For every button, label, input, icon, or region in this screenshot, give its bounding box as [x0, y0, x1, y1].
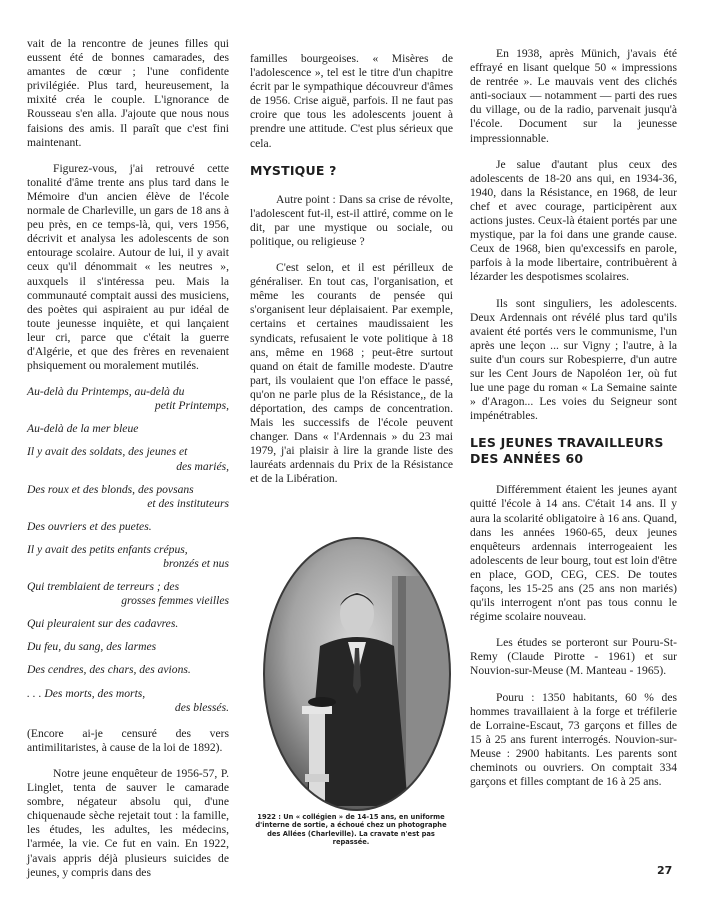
section-heading-mystique: MYSTIQUE ? — [250, 162, 337, 178]
poem — [27, 385, 229, 715]
page-number: 27 — [657, 864, 673, 877]
poem-line-text: Des roux et des blonds, des povsans — [27, 482, 194, 496]
poem-line-continuation: des blessés. — [174, 700, 229, 714]
poem-line-text: Il y avait des soldats, des jeunes et — [27, 445, 188, 459]
poem-line — [27, 640, 229, 654]
paragraph: Différemment étaient les jeunes ayant quitté l'école à 14 ans. C'était 14 ans. Il y aura la scolarité obligatoire à 16 ans. Quand, dans les années 1960-65, deux jeunes enquêteurs ardennais interrogeaient les adolescents de leur bourg, tout est loin d'être en place, GOD, CEG, CES. De toutes façons, les 15-25 ans (25 ans non mariés) qu'ils interrogent n'ont pas tous connu le régime scolaire nouveau. — [470, 483, 678, 624]
column-middle — [250, 52, 453, 499]
poem-line-text: Il y avait des petits enfants crépus, — [27, 542, 188, 556]
paragraph: Les études se porteront sur Pouru-St-Remy (Claude Pirotte - 1961) et sur Nouvion-sur-Meuse (M. Manteau - 1965). — [470, 636, 677, 678]
poem-line — [27, 445, 229, 473]
paragraph: En 1938, après Münich, j'avais été effrayé en lisant quelque 50 « impressions de rentrée ». Le mauvais vent des clichés anti-sociaux — notamment — parti des rues du village, ou de la radio, parvenait jusqu'à l'école. Document sur la jeunesse impressionnable. — [470, 47, 677, 145]
poem-line-text: Des ouvriers et des puetes. — [27, 519, 152, 533]
poem-line — [27, 483, 229, 511]
poem-line-text: Des cendres, des chars, des avions. — [27, 663, 191, 677]
paragraph: Figurez-vous, j'ai retrouvé cette tonalité d'âme trente ans plus tard dans le Mémoire d'un ancien élève de l'école normale de Charleville, un gars de 18 ans à peu près, en ce temps-là, qui, vers 1956, décrivit et analysa les adolescents de son entourage scolaire. Autour de lui, il y avait ceux qu'il dénommait « les neutres », auxquels il s'intéressa peu. Mais la communauté comptait aussi des musiciens, des poètes qui aspiraient au pur idéal de toute jeunesse inquiète, et qui lançaient leur cri, parce que c'était la guerre d'Algérie, et que des frères en revenaient phsiquement ou moralement mutilés. — [27, 161, 229, 373]
poem-line — [27, 687, 229, 715]
paragraph: C'est selon, et il est périlleux de généraliser. En tout cas, l'organisation, et même les courants de pensée qui s'organisent leur déplaisaient. Par exemple, certains et certaines maudissaient les syndicats, refusaient le vote politique à 18 ans, même en 1968 ; peut-être surtout quand on était de famille modeste. D'autre part, ils voulaient que l'on efface le passé, qu'on ne parle plus de la Résistance,, de la déportation, des camps de concentration. Mais les successifs de l'école peuvent changer. Dans « l'Ardennais » du 23 mai 1979, j'ai plaisir à lire la grande liste des lauréats ardennais du Prix de la Résistance et de la Libération. — [250, 261, 453, 486]
poem-line-text: Du feu, du sang, des larmes — [27, 640, 157, 654]
poem-line — [27, 385, 229, 413]
poem-line — [27, 663, 229, 677]
poem-line — [27, 617, 229, 631]
paragraph: vait de la rencontre de jeunes filles qui eussent été de bonnes camarades, des amantes de cœur ; l'une confidente privilégiée. Plus tard, heureusement, la mixité créa le couple. L'ignorance de Rousseau s'en alla. J'ajoute que nous nous faisions des amis. Il paraît que c'est fini maintenant. — [27, 37, 229, 149]
poem-line-text: Au-delà de la mer bleue — [27, 422, 139, 436]
poem-line-continuation: et des instituteurs — [147, 496, 229, 510]
poem-line — [27, 543, 229, 571]
poem-line-continuation: des mariés, — [176, 459, 229, 473]
paragraph: Ils sont singuliers, les adolescents. Deux Ardennais ont révélé plus tard qu'ils avaient été portés vers le communisme, l'un après une leçon ... sur Vigny ; l'autre, à la suite d'un cours sur Robespierre, d'un autre sur les Cent Jours de Napoléon 1er, où fut lue une page du roman « La Semaine sainte » d'Aragon... Les voies du Seigneur sont impénétrables. — [470, 296, 677, 423]
section-heading-jeunes-travailleurs: LES JEUNES TRAVAILLEURS DES ANNÉES 60 — [470, 435, 664, 467]
poem-line-text: Au-delà du Printemps, au-delà du — [27, 385, 185, 399]
poem-line-text: Qui pleuraient sur des cadavres. — [27, 617, 179, 631]
poem-line-text: . . . Des morts, des morts, — [27, 686, 146, 700]
poem-line-continuation: grosses femmes vieilles — [121, 594, 229, 608]
portrait-photo — [262, 536, 452, 812]
poem-line — [27, 520, 229, 534]
paragraph: (Encore ai-je censuré des vers antimilitaristes, à cause de la loi de 1892). — [27, 726, 229, 754]
column-left — [27, 37, 229, 892]
paragraph: Autre point : Dans sa crise de révolte, l'adolescent fut-il, est-il attiré, comme on le dit, par une mystique ou sociale, ou politique, ou religieuse ? — [250, 192, 453, 248]
poem-line — [27, 580, 229, 608]
paragraph: Je salue d'autant plus ceux des adolescents de 18-20 ans qui, en 1934-36, 1940, dans la Résistance, en 1968, de leur chef et avec courage, participèrent aux actions justes. Ceux-là étaient portés par une mystique, par la foi dans une grande cause. Ceux de 1968, bien qu'excessifs en parole, parfois à la mode libertaire, contribuèrent à lézarder les despotismes scolaires. — [470, 157, 678, 284]
poem-line-continuation: petit Printemps, — [154, 399, 229, 413]
paragraph: Notre jeune enquêteur de 1956-57, P. Linglet, tenta de sauver le camarade sombre, négateur absolu qui, d'une chiquenaude sèche rejetait tout : la famille, les études, les adultes, les médecins, l'armée, la vie. Ce fut en vain. En 1922, j'avais appris déjà plusieurs suicides de jeunes, y compris dans des — [27, 766, 229, 879]
photo-caption: 1922 : Un « collégien » de 14-15 ans, en uniforme d'interne de sortie, a échoué chez un photographe des Allées (Charleville). La cravate n'est pas repassée. — [255, 813, 447, 847]
poem-line-text: Qui tremblaient de terreurs ; des — [27, 580, 180, 594]
poem-line — [27, 422, 229, 436]
paragraph: familles bourgeoises. « Misères de l'adolescence », tel est le titre d'un chapitre écrit par le sympathique découvreur d'âmes de 1956. Crise aiguë, parfois. Il ne faut pas croire que tous les adolescents jouent à prendre une attitude. C'est plus sérieux que cela. — [250, 52, 453, 150]
column-right — [470, 47, 677, 801]
paragraph: Pouru : 1350 habitants, 60 % des hommes travaillaient à la forge et tréfilerie de Lorraine-Escaut, 73 garçons et filles de 15 à 25 ans furent interrogés. Nouvion-sur-Meuse : 2900 habitants. Les parents sont cheminots ou ouvriers. On comptait 334 garçons et filles comptant de 16 à 25 ans. — [470, 690, 677, 789]
poem-line-continuation: bronzés et nus — [163, 557, 229, 570]
portrait-image — [262, 536, 452, 812]
